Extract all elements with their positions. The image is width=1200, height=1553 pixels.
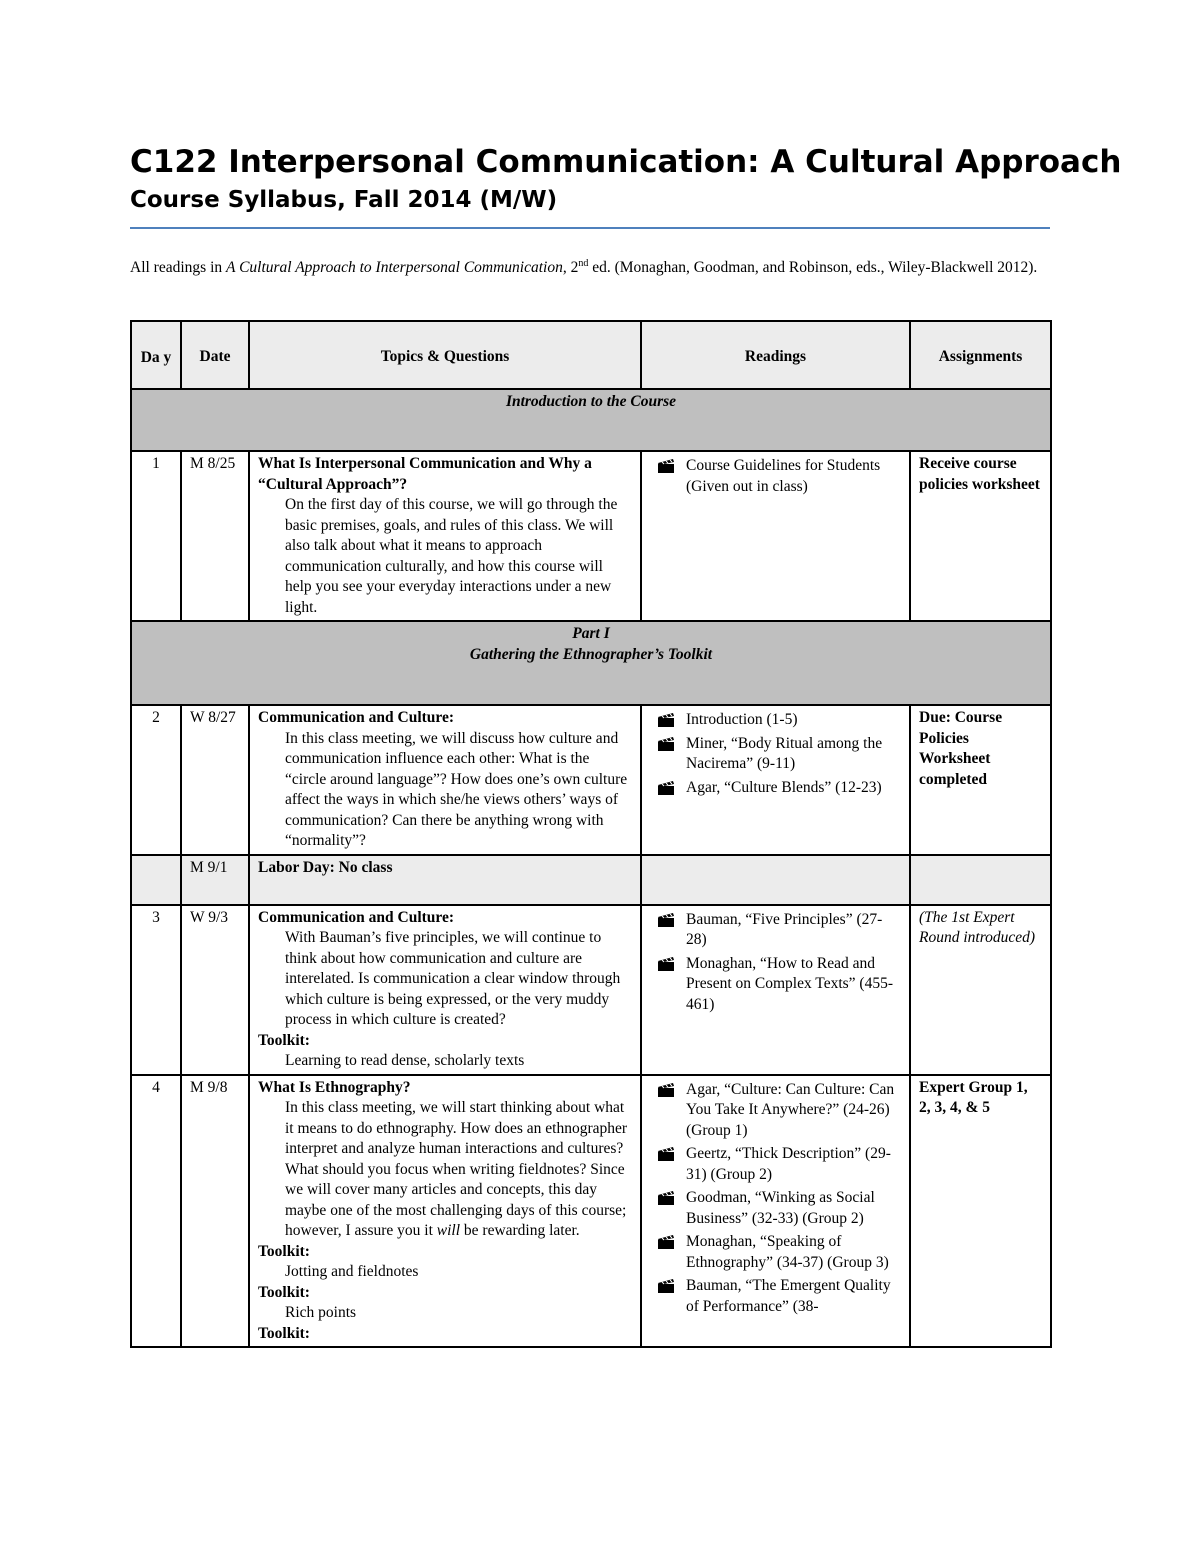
col-header-topics: Topics & Questions [249, 321, 641, 389]
textbook-title: A Cultural Approach to Interpersonal Communication [226, 259, 563, 276]
reading-item: Course Guidelines for Students (Given out in class) [650, 456, 901, 497]
day-number: 1 [131, 451, 181, 621]
col-header-readings: Readings [641, 321, 910, 389]
toolkit-item: Jotting and fieldnotes [285, 1263, 419, 1280]
topic-title: Communication and Culture: [258, 908, 455, 926]
readings-note: All readings in A Cultural Approach to Interpersonal Communication, 2nd ed. (Monaghan, Goodman, and Robinson, eds., Wiley-Blackwell 2012). [130, 257, 1038, 276]
clapperboard-icon [657, 1082, 675, 1098]
table-row [131, 905, 1051, 1075]
topic-cell [249, 905, 641, 1075]
table-header-row [131, 321, 1051, 389]
toolkit-label: Toolkit: [258, 1031, 310, 1049]
toolkit-item: Rich points [285, 1304, 357, 1321]
clapperboard-icon [657, 1278, 675, 1294]
toolkit-label: Toolkit: [258, 1324, 310, 1342]
toolkit-label: Toolkit: [258, 1283, 310, 1301]
section-title: Introduction to the Course [131, 389, 1051, 451]
topic-description: On the first day of this course, we will go through the basic premises, goals, and rules of this class. We will also talk about what it means to approach communication culturally, and how this course will help you see your everyday interactions under a new light. [285, 496, 618, 616]
page-subtitle: Course Syllabus, Fall 2014 (M/W) [130, 187, 558, 213]
clapperboard-icon [657, 1146, 675, 1162]
day-number [131, 855, 181, 905]
section-row-part1 [131, 621, 1051, 705]
reading-item: Agar, “Culture: Can Culture: Can You Take It Anywhere?” (24-26) (Group 1) [650, 1080, 901, 1142]
readings-cell [641, 451, 910, 621]
topic-title: Labor Day: No class [249, 855, 641, 905]
reading-item: Bauman, “Five Principles” (27-28) [650, 910, 901, 951]
day-number: 2 [131, 705, 181, 855]
table-row [131, 705, 1051, 855]
readings-cell [641, 1075, 910, 1348]
readings-cell [641, 855, 910, 905]
clapperboard-icon [657, 458, 675, 474]
reading-item: Monaghan, “How to Read and Present on Complex Texts” (455-461) [650, 954, 901, 1016]
reading-item: Bauman, “The Emergent Quality of Performance” (38- [650, 1276, 901, 1317]
clapperboard-icon [657, 1190, 675, 1206]
date-cell: W 8/27 [181, 705, 249, 855]
clapperboard-icon [657, 780, 675, 796]
reading-item: Geertz, “Thick Description” (29-31) (Group 2) [650, 1144, 901, 1185]
date-cell: M 9/1 [181, 855, 249, 905]
topic-cell [249, 1075, 641, 1348]
col-header-day: Da y [131, 321, 181, 389]
readings-cell [641, 705, 910, 855]
date-cell: W 9/3 [181, 905, 249, 1075]
reading-item: Miner, “Body Ritual among the Nacirema” (9-11) [650, 734, 901, 775]
date-cell: M 9/8 [181, 1075, 249, 1348]
assignment-cell: Expert Group 1, 2, 3, 4, & 5 [910, 1075, 1051, 1348]
reading-item: Introduction (1-5) [650, 710, 901, 731]
clapperboard-icon [657, 736, 675, 752]
assignment-cell: Due: Course Policies Worksheet completed [910, 705, 1051, 855]
topic-title: Communication and Culture: [258, 709, 455, 726]
reading-item: Goodman, “Winking as Social Business” (32-33) (Group 2) [650, 1188, 901, 1229]
toolkit-item: Learning to read dense, scholarly texts [285, 1052, 525, 1069]
readings-cell [641, 905, 910, 1075]
assignment-cell [910, 855, 1051, 905]
clapperboard-icon [657, 1234, 675, 1250]
topic-cell [249, 705, 641, 855]
page-title: C122 Interpersonal Communication: A Cultural Approach [130, 144, 1122, 180]
clapperboard-icon [657, 912, 675, 928]
section-row-intro [131, 389, 1051, 451]
toolkit-label: Toolkit: [258, 1242, 310, 1260]
syllabus-table [130, 320, 1052, 1348]
table-row [131, 451, 1051, 621]
topic-cell [249, 451, 641, 621]
assignment-cell: Receive course policies worksheet [910, 451, 1051, 621]
reading-item: Agar, “Culture Blends” (12-23) [650, 778, 901, 799]
topic-description: In this class meeting, we will discuss how culture and communication influence each other: What is the “circle around language”? How does one’s own culture affect the ways in which she/he views others’ ways of communication? Can there be anything wrong with “normality”? [285, 729, 628, 849]
day-number: 3 [131, 905, 181, 1075]
table-row-holiday [131, 855, 1051, 905]
section-title: Part I Gathering the Ethnographer’s Toolkit [131, 621, 1051, 705]
table-row [131, 1075, 1051, 1348]
reading-item: Monaghan, “Speaking of Ethnography” (34-37) (Group 3) [650, 1232, 901, 1273]
topic-description: In this class meeting, we will start thinking about what it means to do ethnography. How does an ethnographer interpret and analyze human interactions and cultures? What should you focus when writing fieldnotes? Since we will cover many articles and concepts, this day maybe one of the most challenging days of this course; however, I assure you it will be rewarding later. [285, 1099, 628, 1239]
topic-title: What Is Interpersonal Communication and Why a “Cultural Approach”? [258, 455, 592, 493]
date-cell: M 8/25 [181, 451, 249, 621]
col-header-assignments: Assignments [910, 321, 1051, 389]
clapperboard-icon [657, 712, 675, 728]
clapperboard-icon [657, 956, 675, 972]
col-header-date: Date [181, 321, 249, 389]
topic-title: What Is Ethnography? [258, 1078, 411, 1096]
day-number: 4 [131, 1075, 181, 1348]
assignment-cell: (The 1st Expert Round introduced) [910, 905, 1051, 1075]
topic-description: With Bauman’s five principles, we will continue to think about how communication and culture are interelated. Is communication a clear window through which culture is being expressed, or the very muddy process in which culture is created? [285, 929, 621, 1028]
document-header [130, 140, 1122, 294]
title-divider [130, 227, 1050, 229]
